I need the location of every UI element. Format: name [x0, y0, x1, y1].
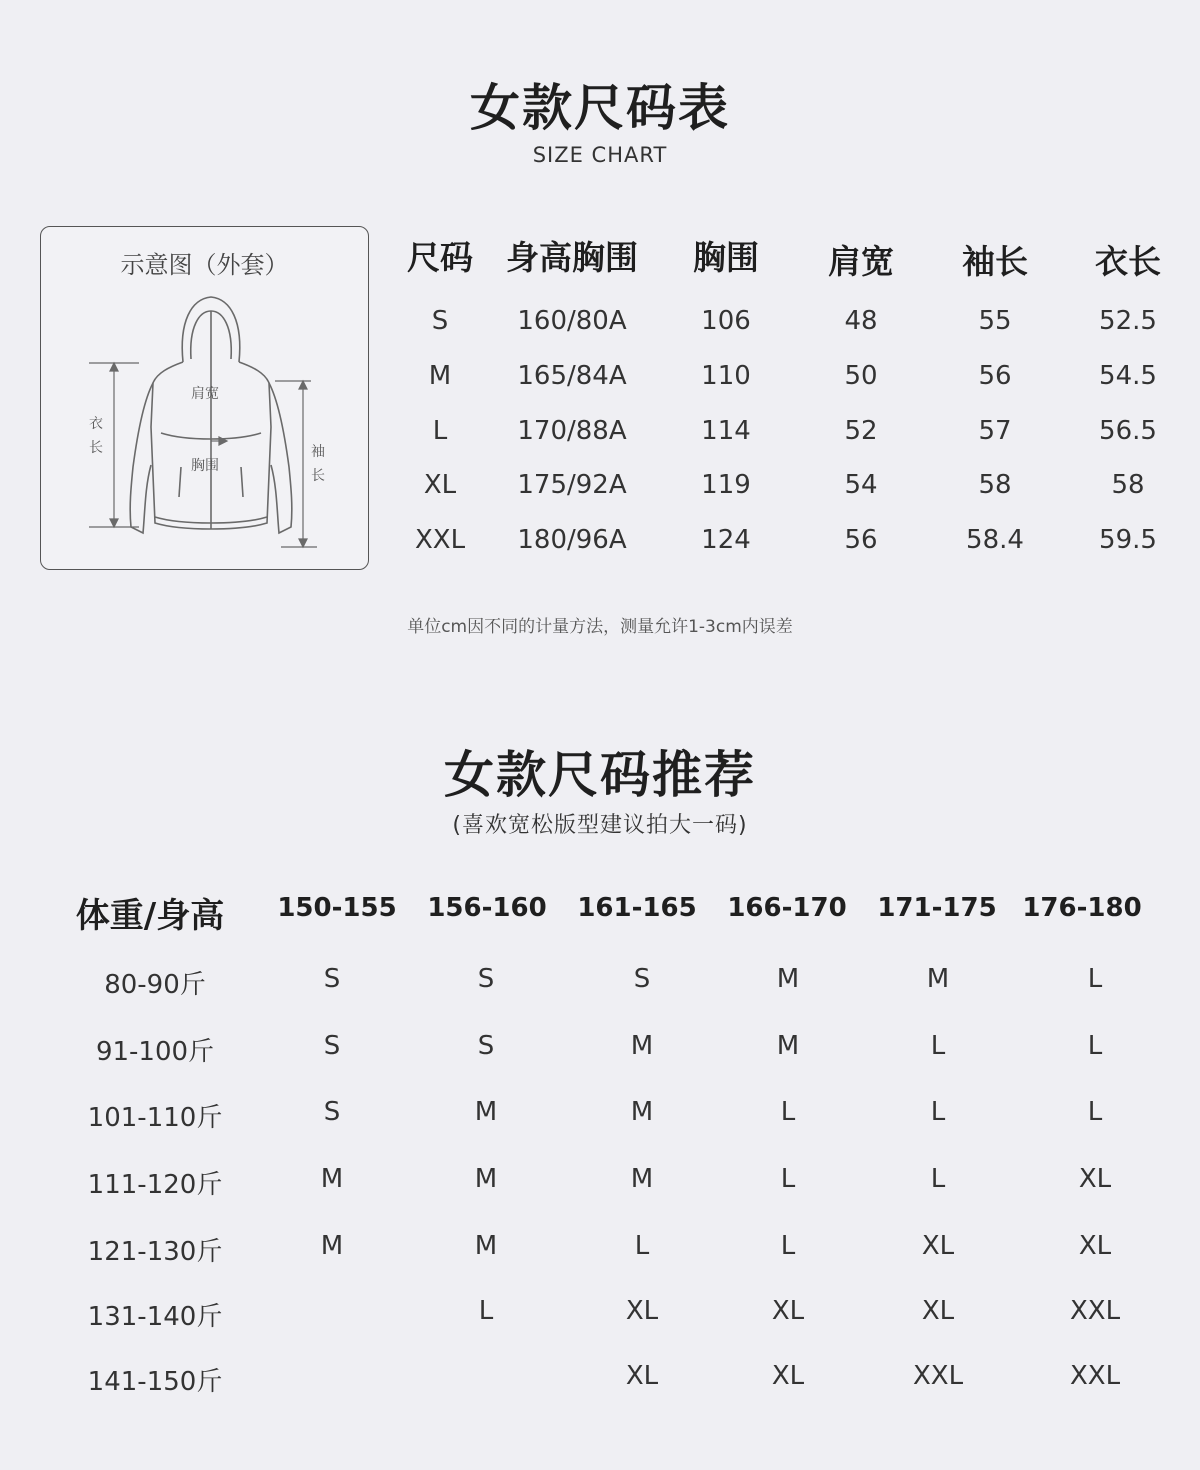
- size-table-cell: S: [431, 306, 449, 336]
- recommend-size-cell: M: [474, 1231, 498, 1261]
- recommend-title: 女款尺码推荐: [444, 746, 756, 804]
- recommend-size-cell: XL: [771, 1361, 805, 1391]
- size-table-header: 胸围: [693, 238, 759, 277]
- recommend-size-cell: XL: [625, 1296, 659, 1326]
- recommend-height-header: 161-165: [577, 893, 697, 923]
- chest-label: 胸围: [191, 458, 219, 474]
- size-table-cell: 114: [701, 416, 751, 446]
- recommend-size-cell: XL: [771, 1296, 805, 1326]
- size-table-header: 衣长: [1095, 242, 1161, 281]
- recommend-size-cell: M: [474, 1097, 498, 1127]
- recommend-height-header: 171-175: [877, 893, 997, 923]
- recommend-weight-label: 91-100斤: [95, 1037, 215, 1067]
- recommend-size-cell: L: [634, 1231, 650, 1261]
- recommend-height-header: 166-170: [727, 893, 847, 923]
- recommend-size-cell: M: [320, 1231, 344, 1261]
- size-table-cell: 56.5: [1099, 416, 1157, 446]
- size-table-cell: 58: [1111, 470, 1145, 500]
- recommend-size-cell: S: [633, 964, 651, 994]
- recommend-size-cell: S: [477, 1031, 495, 1061]
- recommend-size-cell: L: [930, 1031, 946, 1061]
- size-table-cell: 48: [844, 306, 878, 336]
- recommend-size-cell: M: [630, 1164, 654, 1194]
- size-table-cell: 160/80A: [517, 306, 627, 336]
- page-subtitle: SIZE CHART: [532, 143, 668, 167]
- recommend-size-cell: L: [930, 1164, 946, 1194]
- size-table-cell: 52: [844, 416, 878, 446]
- recommend-height-header: 156-160: [427, 893, 547, 923]
- sleeve-label-2: 长: [311, 468, 325, 484]
- recommend-size-cell: XL: [921, 1231, 955, 1261]
- jacket-diagram: [40, 226, 369, 570]
- size-table-cell: 165/84A: [517, 361, 627, 391]
- size-table-cell: 180/96A: [517, 525, 627, 555]
- length-label-2: 长: [89, 440, 103, 456]
- size-table-cell: 56: [978, 361, 1012, 391]
- size-table-cell: 55: [978, 306, 1012, 336]
- size-table-cell: L: [432, 416, 448, 446]
- recommend-weight-label: 131-140斤: [87, 1302, 223, 1332]
- size-table-cell: 106: [701, 306, 751, 336]
- recommend-size-cell: M: [776, 964, 800, 994]
- recommend-size-cell: S: [323, 964, 341, 994]
- size-table-cell: 59.5: [1099, 525, 1157, 555]
- recommend-size-cell: L: [780, 1231, 796, 1261]
- size-table-cell: 119: [701, 470, 751, 500]
- recommend-size-cell: S: [323, 1031, 341, 1061]
- recommend-size-cell: L: [1087, 1097, 1103, 1127]
- recommend-size-cell: M: [926, 964, 950, 994]
- size-table-header: 袖长: [962, 242, 1028, 281]
- sleeve-label-1: 袖: [311, 444, 325, 460]
- shoulder-label: 肩宽: [191, 386, 219, 402]
- size-table-cell: 110: [701, 361, 751, 391]
- size-table-cell: 52.5: [1099, 306, 1157, 336]
- recommend-size-cell: L: [780, 1164, 796, 1194]
- recommend-size-cell: XL: [1078, 1164, 1112, 1194]
- recommend-size-cell: XXL: [1069, 1361, 1121, 1391]
- size-table-cell: 175/92A: [517, 470, 627, 500]
- recommend-size-cell: XL: [921, 1296, 955, 1326]
- recommend-size-cell: L: [780, 1097, 796, 1127]
- size-table-cell: M: [428, 361, 452, 391]
- recommend-size-cell: M: [630, 1097, 654, 1127]
- recommend-size-cell: L: [1087, 1031, 1103, 1061]
- recommend-size-cell: S: [477, 964, 495, 994]
- recommend-corner-header: 体重/身高: [75, 896, 225, 936]
- size-table-cell: 58: [978, 470, 1012, 500]
- diagram-title: 示意图（外套）: [120, 251, 289, 279]
- recommend-size-cell: M: [776, 1031, 800, 1061]
- size-table-cell: 58.4: [966, 525, 1024, 555]
- length-label-1: 衣: [89, 416, 103, 432]
- size-table-header: 身高胸围: [506, 238, 638, 277]
- recommend-size-cell: M: [320, 1164, 344, 1194]
- recommend-height-header: 176-180: [1022, 893, 1142, 923]
- recommend-size-cell: L: [478, 1296, 494, 1326]
- recommend-size-cell: M: [474, 1164, 498, 1194]
- recommend-weight-label: 141-150斤: [87, 1367, 223, 1397]
- size-table-cell: XL: [423, 470, 457, 500]
- recommend-size-cell: XXL: [1069, 1296, 1121, 1326]
- size-table-cell: 54: [844, 470, 878, 500]
- page-title: 女款尺码表: [470, 79, 730, 137]
- size-table-cell: 50: [844, 361, 878, 391]
- recommend-size-cell: XL: [625, 1361, 659, 1391]
- recommend-height-header: 150-155: [277, 893, 397, 923]
- recommend-weight-label: 80-90斤: [104, 970, 206, 1000]
- size-table-cell: 54.5: [1099, 361, 1157, 391]
- recommend-size-cell: XL: [1078, 1231, 1112, 1261]
- recommend-size-cell: L: [1087, 964, 1103, 994]
- recommend-weight-label: 111-120斤: [87, 1170, 223, 1200]
- size-table-cell: 170/88A: [517, 416, 627, 446]
- size-table-header: 尺码: [407, 238, 473, 277]
- recommend-weight-label: 101-110斤: [87, 1103, 223, 1133]
- recommend-size-cell: S: [323, 1097, 341, 1127]
- size-table-cell: 57: [978, 416, 1012, 446]
- recommend-size-cell: L: [930, 1097, 946, 1127]
- recommend-size-cell: M: [630, 1031, 654, 1061]
- size-table-cell: XXL: [414, 525, 466, 555]
- size-table-cell: 124: [701, 525, 751, 555]
- size-table-header: 肩宽: [828, 242, 894, 281]
- recommend-weight-label: 121-130斤: [87, 1237, 223, 1267]
- recommend-size-cell: XXL: [912, 1361, 964, 1391]
- recommend-subtitle: (喜欢宽松版型建议拍大一码): [452, 813, 748, 838]
- measurement-note: 单位cm因不同的计量方法，测量允许1-3cm内误差: [407, 617, 793, 637]
- size-table-cell: 56: [844, 525, 878, 555]
